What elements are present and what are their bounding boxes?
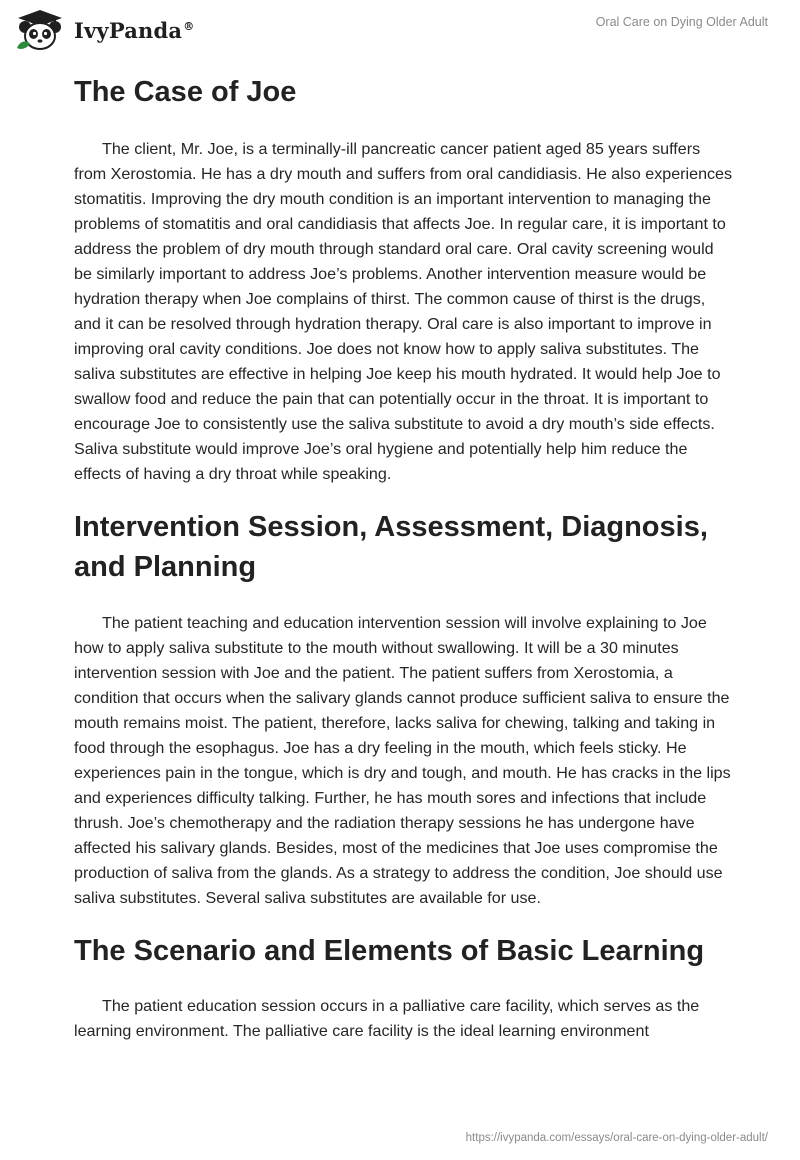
essay-content: [74, 68, 734, 1044]
ivypanda-logo[interactable]: [14, 8, 194, 52]
page-header: [0, 0, 800, 60]
section-heading-intervention-session: Intervention Session, Assessment, Diagnosis, and Planning: [74, 511, 708, 583]
section-paragraph-intervention-session: The patient teaching and education intervention session will involve explaining to Joe how to apply saliva substitute to the mouth without swallowing. It will be a 30 minutes intervention session with Joe and the patient. The patient suffers from Xerostomia, a condition that occurs when the salivary glands cannot produce sufficient saliva to ensure the mouth remains moist. The patient, therefore, lacks saliva for chewing, talking and taking in food through the esophagus. Joe has a dry feeling in the mouth, which feels sticky. He experiences pain in the tongue, which is dry and tough, and mouth. He has cracks in the lips and experiences difficulty talking. Further, he has mouth sores and infections that include thrush. Joe’s chemotherapy and the radiation therapy sessions he has undergone have affected his salivary glands. Besides, most of the medicines that Joe uses compromise the production of saliva from the glands. As a strategy to address the condition, Joe should use saliva substitutes. Several saliva substitutes are available for use.: [74, 614, 731, 907]
document-title: Oral Care on Dying Older Adult: [595, 15, 768, 29]
section-paragraph-case-of-joe: The client, Mr. Joe, is a terminally-ill pancreatic cancer patient aged 85 years suffers from Xerostomia. He has a dry mouth and suffers from oral candidiasis. He also experiences stomatitis. Improving the dry mouth condition is an important intervention to managing the problems of stomatitis and oral candidiasis that affects Joe. In regular care, it is important to address the problem of dry mouth through standard oral care. Oral cavity screening would be similarly important to address Joe’s problems. Another intervention measure would be hydration therapy when Joe complains of thirst. The common cause of thirst is the drugs, and it can be resolved through hydration therapy. Oral care is also important to improve in improving oral cavity conditions. Joe does not know how to apply saliva substitutes. The saliva substitutes are effective in helping Joe keep his mouth hydrated. It would help Joe to swallow food and reduce the pain that can potentially occur in the throat. It is important to encourage Joe to consistently use the saliva substitute to avoid a dry mouth’s side effects. Saliva substitute would improve Joe’s oral hygiene and potentially help him reduce the effects of having a dry throat while speaking.: [74, 140, 733, 483]
brand-name: IvyPanda®: [74, 17, 195, 43]
panda-graduate-icon: [14, 8, 66, 52]
section-paragraph-scenario: The patient education session occurs in a palliative care facility, which serves as the learning environment. The palliative care facility is the ideal learning environment: [74, 997, 700, 1040]
section-heading-scenario: The Scenario and Elements of Basic Learning: [74, 935, 705, 967]
section-heading-case-of-joe: The Case of Joe: [74, 76, 297, 108]
source-url[interactable]: https://ivypanda.com/essays/oral-care-on-dying-older-adult/: [465, 1132, 768, 1144]
